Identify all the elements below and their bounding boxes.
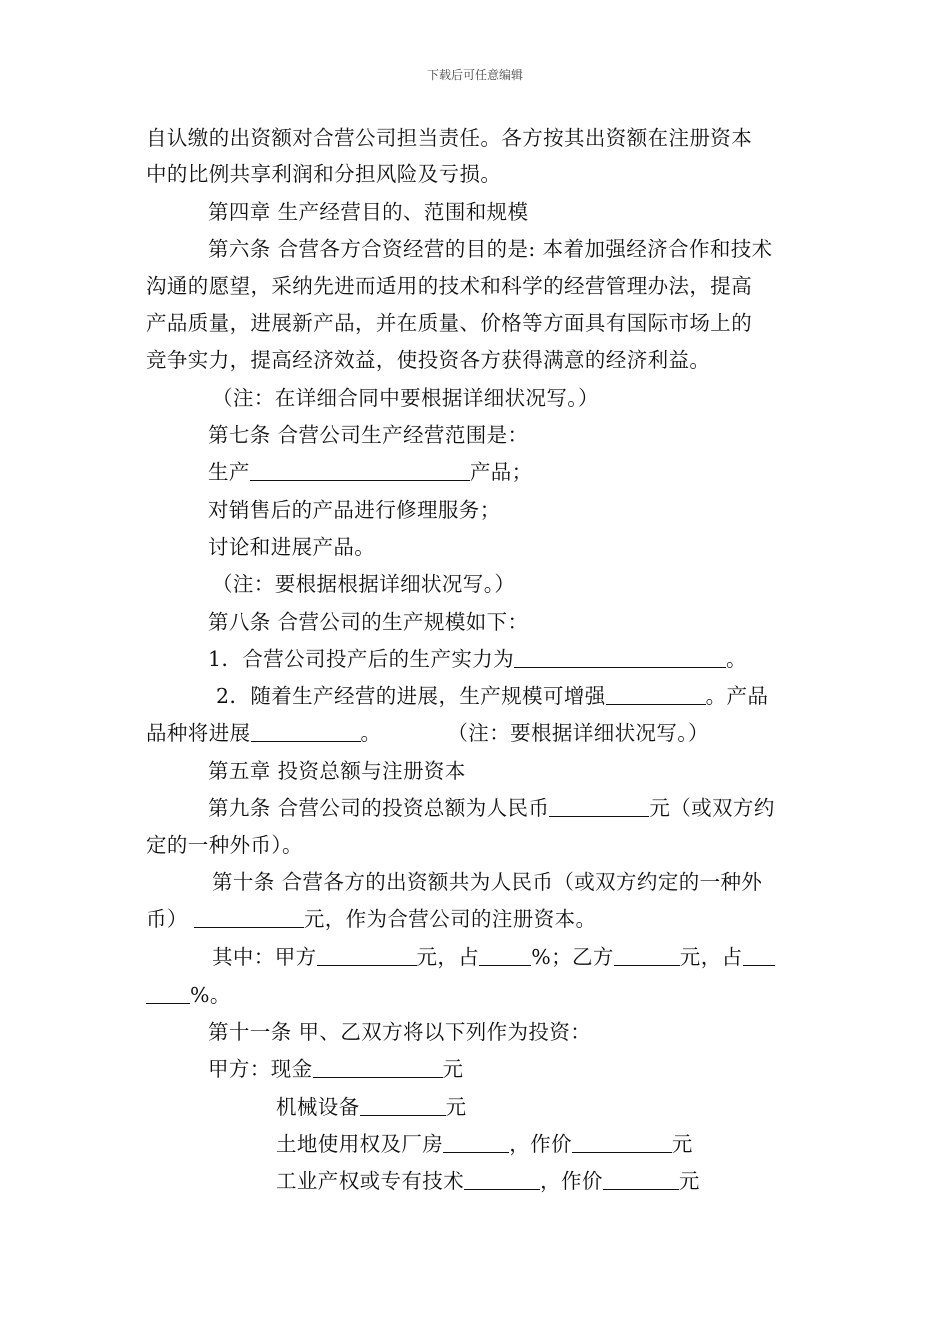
capacity-line <box>208 645 747 673</box>
text: 机械设备 <box>276 1095 360 1119</box>
note: （注：要根据根据详细状况写。） <box>212 572 516 596</box>
text: 。 <box>360 721 382 745</box>
text-line: 自认缴的出资额对合营公司担当责任。各方按其出资额在注册资本 <box>146 126 753 150</box>
text: 元 <box>442 1057 464 1081</box>
article-9 <box>208 794 775 822</box>
blank-field[interactable] <box>251 721 361 742</box>
text: 元 <box>671 1132 693 1156</box>
blank-field[interactable] <box>194 907 304 928</box>
text: 元（或双方约 <box>649 796 775 820</box>
text: %。 <box>190 983 231 1007</box>
article-7: 第七条 合营公司生产经营范围是： <box>208 423 529 447</box>
page-header: 下载后可任意编辑 <box>426 68 523 82</box>
text: 甲方：现金 <box>208 1057 313 1081</box>
text: 元，占 <box>416 945 480 969</box>
registered-capital-line <box>146 905 596 933</box>
share-line-cont <box>146 981 231 1009</box>
party-a-land <box>276 1130 693 1158</box>
text: 元，作为合营公司的注册资本。 <box>303 907 597 931</box>
text: 工业产权或专有技术 <box>276 1169 465 1193</box>
scale-line <box>216 682 768 710</box>
chapter-heading-4: 第四章 生产经营目的、范围和规模 <box>208 200 529 224</box>
party-a-cash <box>208 1055 463 1083</box>
blank-field[interactable] <box>743 945 775 966</box>
text-line: 竞争实力，提高经济效益，使投资各方获得满意的经济利益。 <box>146 348 711 372</box>
article-8: 第八条 合营公司的生产规模如下： <box>208 610 529 634</box>
variety-line <box>146 719 709 747</box>
text: 2．随着生产经营的进展，生产规模可增强 <box>216 684 606 708</box>
text: 1．合营公司投产后的生产实力为 <box>208 647 515 671</box>
text: 元，占 <box>679 945 743 969</box>
blank-field[interactable] <box>603 1169 679 1190</box>
text: 产品； <box>469 460 533 484</box>
blank-field[interactable] <box>606 684 706 705</box>
article-11: 第十一条 甲、乙双方将以下列作为投资： <box>208 1020 592 1044</box>
blank-field[interactable] <box>549 796 649 817</box>
blank-field[interactable] <box>464 1169 540 1190</box>
note: （注：要根据详细状况写。） <box>447 721 709 745</box>
text: 元 <box>445 1095 467 1119</box>
text: 。产品 <box>705 684 769 708</box>
text: 品种将进展 <box>146 721 251 745</box>
blank-field[interactable] <box>443 1132 509 1153</box>
blank-field[interactable] <box>514 647 726 668</box>
blank-field[interactable] <box>313 1057 443 1078</box>
blank-field[interactable] <box>250 460 470 481</box>
note: （注：在详细合同中要根据详细状况写。） <box>212 386 599 410</box>
text: 。 <box>726 647 747 671</box>
text: %；乙方 <box>531 945 614 969</box>
text: 币） <box>146 907 188 931</box>
text: 其中：甲方 <box>212 945 317 969</box>
party-a-machinery <box>276 1093 467 1121</box>
text: 生产 <box>208 460 250 484</box>
text: 第九条 合营公司的投资总额为人民币 <box>208 796 550 820</box>
article-6: 第六条 合营各方合资经营的目的是: 本着加强经济合作和技术 <box>208 237 773 261</box>
blank-field[interactable] <box>479 945 531 966</box>
text: ，作价 <box>540 1169 603 1193</box>
text-line: 讨论和进展产品。 <box>208 535 376 559</box>
chapter-heading-5: 第五章 投资总额与注册资本 <box>208 759 466 783</box>
production-line <box>208 458 533 486</box>
blank-field[interactable] <box>317 945 417 966</box>
party-a-ip <box>276 1167 700 1195</box>
text-line: 对销售后的产品进行修理服务； <box>208 498 501 522</box>
blank-field[interactable] <box>360 1095 446 1116</box>
article-10: 第十条 合营各方的出资额共为人民币（或双方约定的一种外 <box>212 870 763 894</box>
text: ，作价 <box>509 1132 572 1156</box>
text-line: 中的比例共享利润和分担风险及亏损。 <box>146 162 502 186</box>
text: 元 <box>678 1169 700 1193</box>
text-line: 定的一种外币）。 <box>146 833 303 857</box>
share-line <box>212 943 775 971</box>
text: 土地使用权及厂房 <box>276 1132 444 1156</box>
text-line: 沟通的愿望，采纳先进而适用的技术和科学的经营管理办法，提高 <box>146 274 753 298</box>
blank-field[interactable] <box>614 945 680 966</box>
blank-field[interactable] <box>146 983 190 1004</box>
blank-field[interactable] <box>572 1132 672 1153</box>
text-line: 产品质量，进展新产品，并在质量、价格等方面具有国际市场上的 <box>146 311 753 335</box>
